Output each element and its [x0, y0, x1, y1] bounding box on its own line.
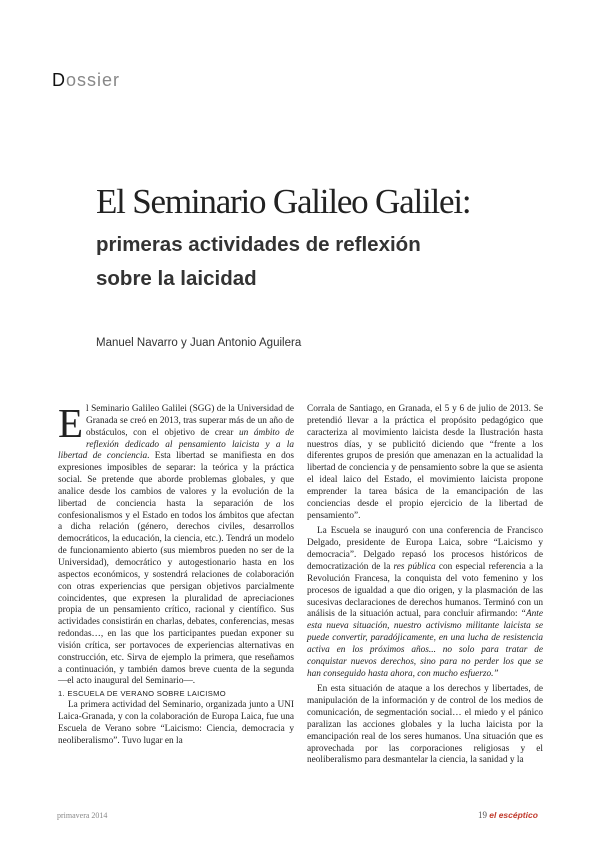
continuation-paragraph: Corrala de Santiago, en Granada, el 5 y 6 de julio de 2013. Se pretendió llevar a la práctica el propósito pedagógico que caracteriza al movimiento laicista desde la Ilustración hasta nuestros días, y se publicitó diciendo que “frente a los diferentes grupos de presión que amenazan en la actualidad la libertad de conciencia y de pensamiento sobre la que se asienta el ideal laico del Estado, el movimiento laicista propone emprender la tarea básica de la emancipación de las conciencias desde el propio ejercicio de la libertad de pensamiento”. — [307, 404, 543, 521]
article-authors: Manuel Navarro y Juan Antonio Aguilera — [96, 337, 302, 349]
page-number: 19 — [478, 810, 487, 820]
conference-text-emphasis: res pública — [393, 561, 436, 572]
left-column — [58, 400, 294, 747]
intro-text-b: . Esta libertad se manifiesta en dos expresiones imposibles de separar: la teórica y la práctica social. Se pretende que aborde problemas globales, y que analice desde los cambios de valores y la evolución de la libertad de conciencia hasta la separación de los confesionalismos y el Estado en todos los ámbitos que afectan a dicha relación (género, derechos civiles, desarrollos democráticos, la educación, la ciencia, etc.). Tendrá un modelo de funcionamiento abierto (sus miembros pueden no ser de la Universidad), democrático y autogestionario hasta en los aspectos económicos, y sostendrá relaciones de colaboración con otras experiencias que persigan objetivos parcialmente coincidentes, que expresen la pluralidad de apreciaciones propia de un pensamiento crítico, racional y científico. Sus actividades consistirán en charlas, debates, conferencias, mesas redondas…, en las que los participantes puedan exponer su visión crítica, ser portavoces de experiencias alternativas en construcción, etc. Sirva de ejemplo la primera, que reseñamos a continuación, y también damos breve cuenta de la segunda —el acto inaugural del Seminario—. — [58, 451, 294, 687]
article-subtitle — [96, 228, 556, 296]
section-paragraph: La primera actividad del Seminario, organizada junto a UNI Laica-Granada, y con la colaboración de Europa Laica, fue una Escuela de Verano sobre “Laicismo: Ciencia, democracia y neoliberalismo”. Tuvo lugar en la — [58, 700, 294, 746]
section-header-initial: D — [52, 70, 66, 90]
conference-text-a: La Escuela se inauguró con una conferencia de Francisco Delgado, presidente de Europa Laica, sobre “Laicismo y democracia”. Delgado repasó los procesos históricos de democratización de la — [307, 526, 543, 572]
conference-paragraph — [307, 526, 543, 680]
subtitle-line-2: sobre la laicidad — [96, 267, 257, 290]
section-header-rest: ossier — [66, 70, 121, 90]
footer-page — [478, 810, 538, 820]
conference-quote: “Ante esta nueva situación, nuestro activismo militante laicista se puede convertir, paradójicamente, en una lucha de resistencia activa en los próximos años... no solo para tratar de conquistar nuevos derechos, sino para no perder los que se han conseguido hasta ahora, con mucho esfuerzo.” — [307, 609, 543, 679]
conference-text-b: con especial referencia a la Revolución Francesa, la conquista del voto femenino y los procesos de igualdad a que dio origen, y la plasmación de las sucesivas declaraciones de derechos humanos. Terminó con un análisis de la situación actual, para concluir afirmando: — [307, 561, 543, 620]
intro-text-a: l Seminario Galileo Galilei (SGG) de la Universidad de Granada se creó en 2013, tras superar más de un año de obstáculos, con el objetivo de crear — [86, 404, 294, 438]
section-header — [52, 70, 120, 91]
subtitle-line-1: primeras actividades de reflexión — [96, 233, 421, 256]
right-column — [307, 404, 543, 767]
closing-paragraph: En esta situación de ataque a los derechos y libertades, de manipulación de la información y de control de los medios de comunicación, de segmentación social… el miedo y el pánico paralizan las acciones globales y la lucha laicista por la emancipación real de los seres humanos. Una situación que es aprovechada por las corporaciones religiosas y el neoliberalismo para desmantelar la ciencia, la sanidad y la — [307, 684, 543, 766]
section-heading: 1. ESCUELA DE VERANO SOBRE LAICISMO — [58, 689, 226, 699]
article-title: El Seminario Galileo Galilei: — [96, 182, 471, 221]
intro-paragraph — [58, 400, 294, 688]
drop-cap: E — [58, 400, 84, 446]
footer-issue: primavera 2014 — [57, 811, 108, 820]
intro-text-emphasis: un ámbito de reflexión dedicado al pensamiento laicista y a la libertad de conciencia — [58, 427, 294, 462]
magazine-name: el escéptico — [489, 810, 538, 820]
